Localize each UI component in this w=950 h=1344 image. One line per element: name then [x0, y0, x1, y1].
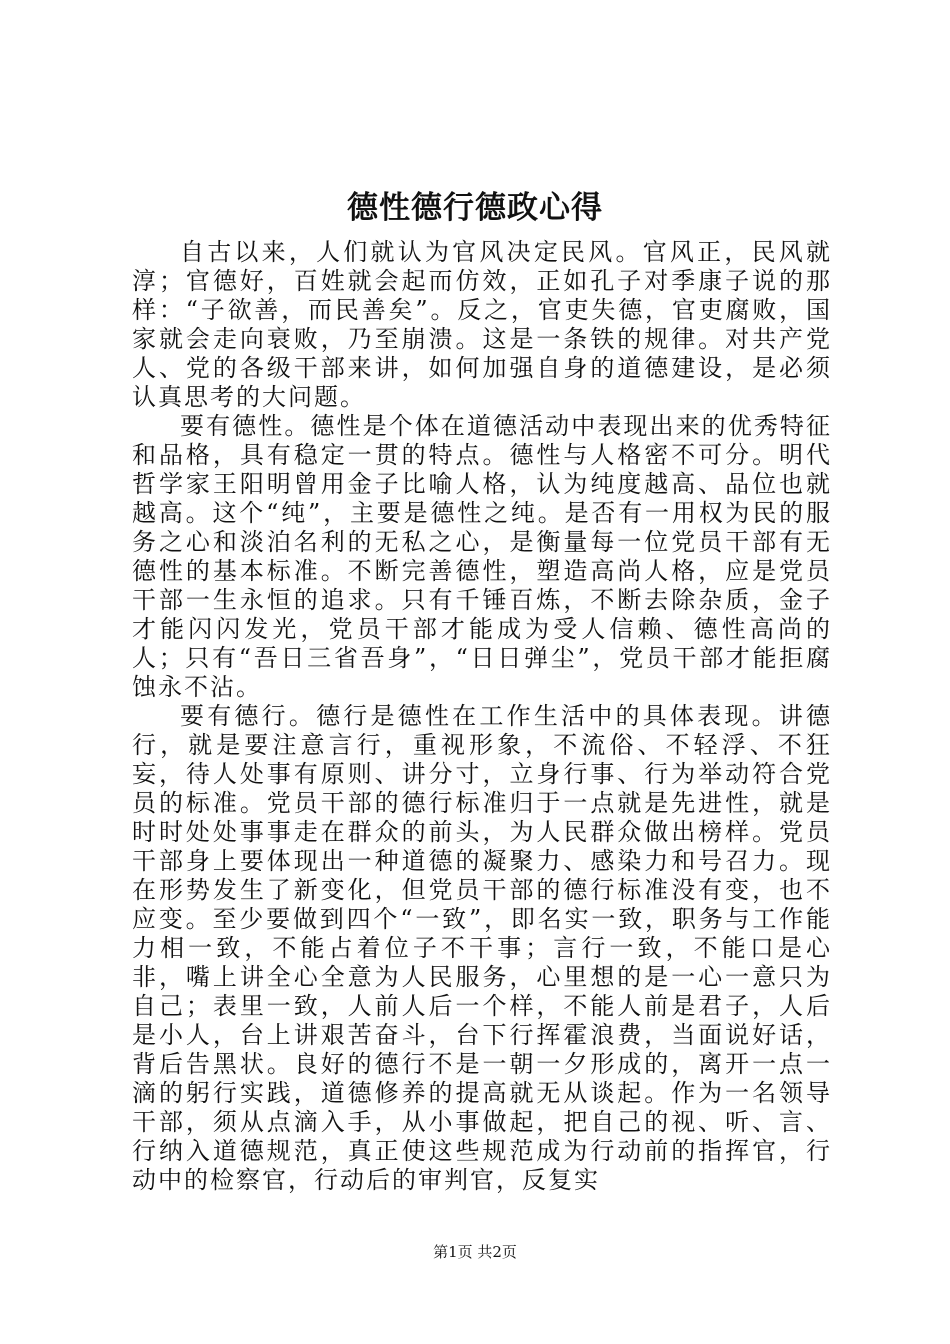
paragraph-dexing: 要有德性。德性是个体在道德活动中表现出来的优秀特征和品格，具有稳定一贯的特点。德性与人格密不可分。明代哲学家王阳明曾用金子比喻人格，认为纯度越高、品位也就越高。这个“纯”，主要是德性之纯。是否有一用权为民的服务之心和淡泊名利的无私之心，是衡量每一位党员干部有无德性的基本标准。不断完善德性，塑造高尚人格，应是党员干部一生永恒的追求。只有千锤百炼，不断去除杂质，金子才能闪闪发光，党员干部才能成为受人信赖、德性高尚的人；只有“吾日三省吾身”，“日日弹尘”，党员干部才能拒腐蚀永不沾。: [132, 412, 832, 701]
page-number-footer: 第1页 共2页: [433, 1243, 517, 1261]
document-body: [132, 238, 832, 1195]
paragraph-intro: 自古以来，人们就认为官风决定民风。官风正，民风就淳；官德好，百姓就会起而仿效，正如孔子对季康子说的那样：“子欲善，而民善矣”。反之，官吏失德，官吏腐败，国家就会走向衰败，乃至崩溃。这是一条铁的规律。对共产党人、党的各级干部来讲，如何加强自身的道德建设，是必须认真思考的大问题。: [132, 238, 832, 411]
paragraph-dexing-conduct: 要有德行。德行是德性在工作生活中的具体表现。讲德行，就是要注意言行，重视形象，不流俗、不轻浮、不狂妄，待人处事有原则、讲分寸，立身行事、行为举动符合党员的标准。党员干部的德行标准归于一点就是先进性，就是时时处处事事走在群众的前头，为人民群众做出榜样。党员干部身上要体现出一种道德的凝聚力、感染力和号召力。现在形势发生了新变化，但党员干部的德行标准没有变，也不应变。至少要做到四个“一致”，即名实一致，职务与工作能力相一致，不能占着位子不干事；言行一致，不能口是心非，嘴上讲全心全意为人民服务，心里想的是一心一意只为自己；表里一致，人前人后一个样，不能人前是君子，人后是小人，台上讲艰苦奋斗，台下行挥霍浪费，当面说好话，背后告黑状。良好的德行不是一朝一夕形成的，离开一点一滴的躬行实践，道德修养的提高就无从谈起。作为一名领导干部，须从点滴入手，从小事做起，把自己的视、听、言、行纳入道德规范，真正使这些规范成为行动前的指挥官，行动中的检察官，行动后的审判官，反复实: [132, 702, 832, 1194]
document-title: 德性德行德政心得: [347, 190, 603, 226]
